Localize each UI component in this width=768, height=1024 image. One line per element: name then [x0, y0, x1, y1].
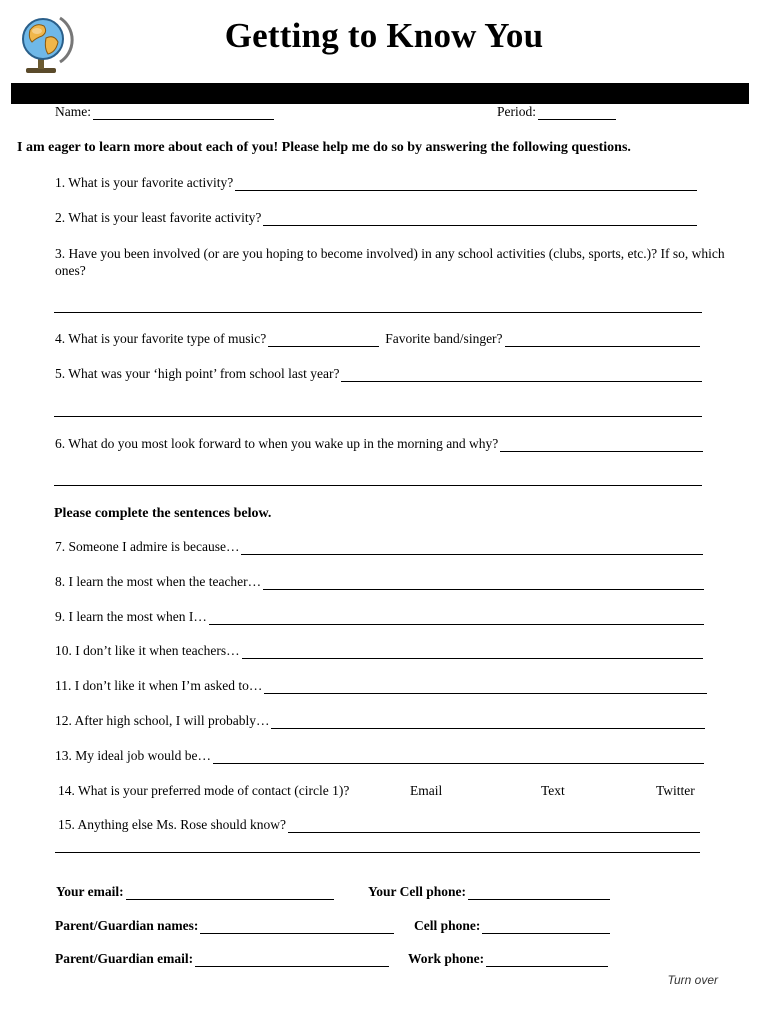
- favorite-band-label: Favorite band/singer?: [385, 331, 503, 346]
- question-12-text: 12. After high school, I will probably…: [55, 713, 270, 728]
- guardian-names-label: Parent/Guardian names:: [55, 918, 199, 933]
- turn-over-note: Turn over: [667, 973, 718, 987]
- work-phone-field[interactable]: [486, 954, 608, 967]
- question-8-answer-line[interactable]: [263, 577, 704, 590]
- question-12: [55, 713, 705, 729]
- favorite-band-field[interactable]: [505, 334, 700, 347]
- question-11-text: 11. I don’t like it when I’m asked to…: [55, 678, 263, 693]
- question-15-answer-line[interactable]: [288, 820, 700, 833]
- question-7: [55, 539, 703, 555]
- your-cell-field[interactable]: [468, 887, 610, 900]
- question-5-answer-line[interactable]: [341, 369, 702, 382]
- question-4: [55, 331, 700, 347]
- music-type-field[interactable]: [268, 334, 379, 347]
- guardian-cell-row: [414, 918, 610, 934]
- question-3-text: 3. Have you been involved (or are you hoping to become involved) in any school activities (clubs, sports, etc.)? If so, which ones?: [55, 246, 725, 278]
- question-3-answer-line[interactable]: [54, 312, 702, 313]
- question-1-text: 1. What is your favorite activity?: [55, 175, 234, 190]
- your-email-label: Your email:: [56, 884, 124, 899]
- question-5-text: 5. What was your ‘high point’ from school last year?: [55, 366, 340, 381]
- contact-option-email[interactable]: Email: [410, 783, 443, 798]
- question-10-text: 10. I don’t like it when teachers…: [55, 643, 240, 658]
- guardian-email-field[interactable]: [195, 954, 389, 967]
- question-4-text: 4. What is your favorite type of music?: [55, 331, 267, 346]
- your-email-field[interactable]: [126, 887, 334, 900]
- question-9: [55, 609, 704, 625]
- question-13: [55, 748, 704, 764]
- question-11-answer-line[interactable]: [264, 681, 707, 694]
- intro-text: I am eager to learn more about each of you! Please help me do so by answering the following questions.: [17, 140, 631, 155]
- your-cell-row: [368, 884, 610, 900]
- question-11: [55, 678, 707, 694]
- header-divider-bar: [11, 83, 749, 104]
- question-2-text: 2. What is your least favorite activity?: [55, 210, 262, 225]
- guardian-email-label: Parent/Guardian email:: [55, 951, 194, 966]
- question-13-text: 13. My ideal job would be…: [55, 748, 211, 763]
- question-15: [58, 817, 700, 833]
- your-cell-label: Your Cell phone:: [368, 884, 467, 899]
- period-label: Period:: [497, 104, 536, 119]
- guardian-names-field[interactable]: [200, 921, 394, 934]
- your-email-row: [56, 884, 334, 900]
- guardian-cell-label: Cell phone:: [414, 918, 481, 933]
- question-8: [55, 574, 704, 590]
- question-5-extra-line[interactable]: [54, 416, 702, 417]
- question-9-text: 9. I learn the most when I…: [55, 609, 207, 624]
- guardian-cell-field[interactable]: [482, 921, 610, 934]
- question-2-answer-line[interactable]: [263, 213, 697, 226]
- question-10-answer-line[interactable]: [242, 646, 703, 659]
- name-field[interactable]: [93, 107, 274, 120]
- period-field[interactable]: [538, 107, 616, 120]
- question-12-answer-line[interactable]: [271, 716, 705, 729]
- question-7-answer-line[interactable]: [241, 542, 703, 555]
- question-10: [55, 643, 703, 659]
- section-heading: Please complete the sentences below.: [54, 506, 272, 521]
- question-15-text: 15. Anything else Ms. Rose should know?: [58, 817, 286, 832]
- question-6-answer-line[interactable]: [500, 439, 703, 452]
- period-row: [497, 104, 616, 120]
- guardian-names-row: [55, 918, 394, 934]
- page-title: Getting to Know You: [224, 16, 544, 55]
- question-6-extra-line[interactable]: [54, 485, 702, 486]
- question-2: [55, 210, 697, 226]
- contact-option-text[interactable]: Text: [541, 783, 565, 798]
- question-13-answer-line[interactable]: [213, 751, 704, 764]
- question-1: [55, 175, 697, 191]
- guardian-email-row: [55, 951, 389, 967]
- question-7-text: 7. Someone I admire is because…: [55, 539, 240, 554]
- question-14-text: 14. What is your preferred mode of contact (circle 1)?: [58, 783, 350, 798]
- question-6-text: 6. What do you most look forward to when you wake up in the morning and why?: [55, 436, 499, 451]
- question-1-answer-line[interactable]: [235, 178, 697, 191]
- question-6: [55, 436, 703, 452]
- contact-option-twitter[interactable]: Twitter: [656, 783, 695, 798]
- question-8-text: 8. I learn the most when the teacher…: [55, 574, 262, 589]
- question-9-answer-line[interactable]: [209, 612, 704, 625]
- question-5: [55, 366, 702, 382]
- name-row: [55, 104, 274, 120]
- work-phone-label: Work phone:: [408, 951, 485, 966]
- question-15-extra-line[interactable]: [55, 852, 700, 853]
- work-phone-row: [408, 951, 608, 967]
- name-label: Name:: [55, 104, 91, 119]
